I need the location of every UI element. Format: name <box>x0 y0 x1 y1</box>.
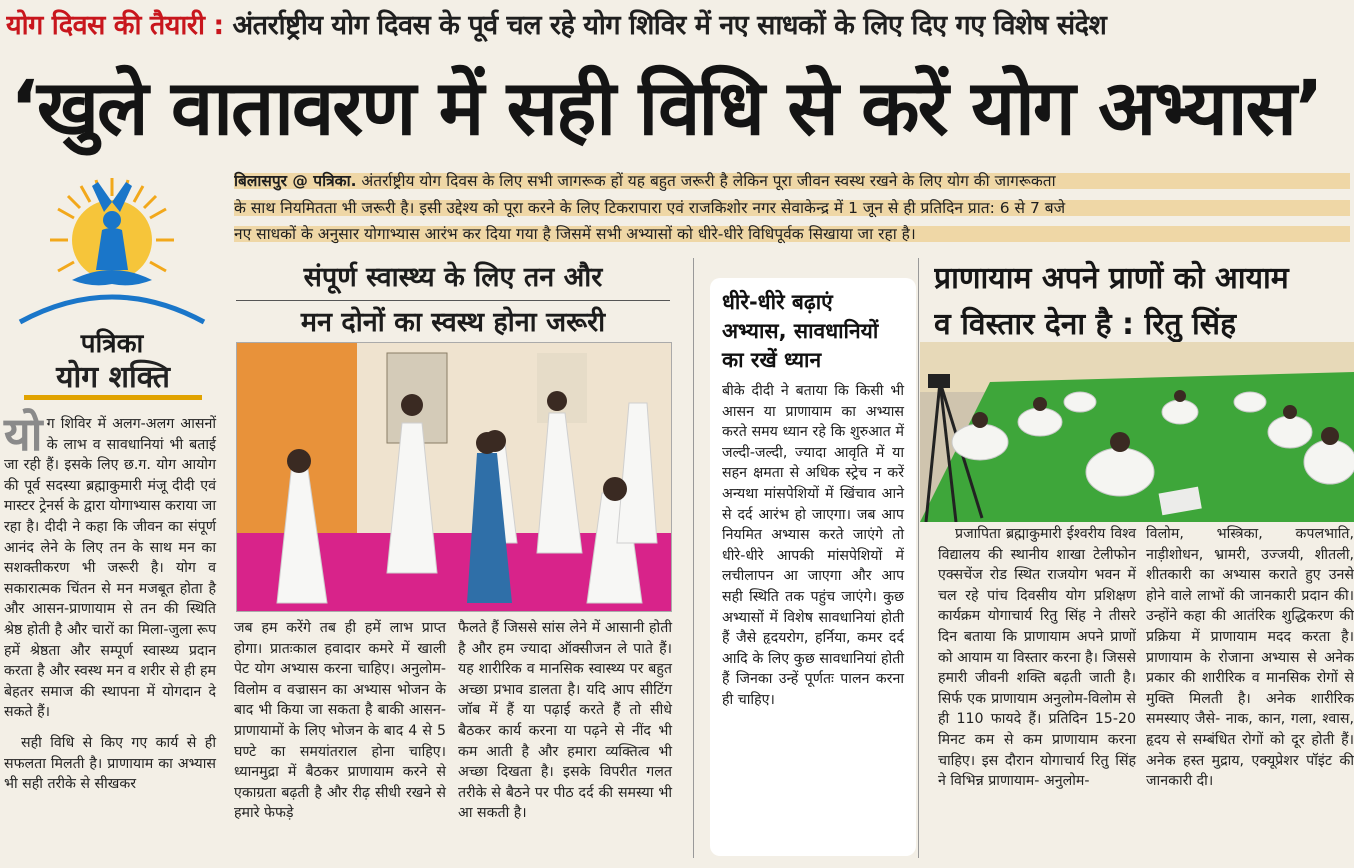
kicker-text: अंतर्राष्ट्रीय योग दिवस के पूर्व चल रहे योग शिविर में नए साधकों के लिए दिए गए विशेष संदेश <box>223 10 1107 41</box>
subheadline-line-1: संपूर्ण स्वास्थ्य के लिए तन और <box>236 256 670 301</box>
logo-title: योग शक्ति <box>24 358 202 400</box>
right-headline <box>934 256 1354 348</box>
column-1-paragraph-1: ग शिविर में अलग-अलग आसनों के लाभ व सावधानियां भी बताई जा रही हैं। इसके लिए छ.ग. योग आयोग की पूर्व सदस्या ब्रह्माकुमारी मंजू दीदी एवं मास्टर ट्रेनर्स के द्वारा योगाभ्यास कराया जा रहा है। दीदी ने कहा कि जीवन का संपूर्ण आनंद लेने के लिए तन के साथ मन का सशक्तीकरण भी जरूरी है। योग व सकारात्मक चिंतन से मन मजबूत होता है और आसन-प्राणायाम से तन की स्थिति श्रेष्ठ होती है और चारों का मिला-जुला रूप हमें श्रेष्ठता और सम्पूर्ण स्वास्थ्य प्रदान करता है और स्वस्थ मन व शरीर से ही हम बेहतर समाज की स्थापना में योगदान दे सकते हैं। <box>4 416 216 721</box>
column-4-paragraph: प्रजापिता ब्रह्माकुमारी ईश्वरीय विश्व विद्यालय की स्थानीय शाखा टेलीफोन एक्सचेंज रोड स्थित राजयोग भवन में चल रहे पांच दिवसीय योग प्रशिक्षण कार्यक्रम योगाचार्य रितु सिंह ने तीसरे दिन बताया कि प्राणायाम अपने प्राणों को आयाम या विस्तार करना है। जिससे हमारी जीवनी शक्ति बढ़ती जाती है। सिर्फ एक प्राणायाम अनुलोम-विलोम से ही 110 फायदे हैं। प्रतिदिन 15-20 मिनट कम से कम प्राणायाम करना चाहिए। इस दौरान योगाचार्य रितु सिंह ने विभिन्न प्राणायाम- अनुलोम- <box>938 526 1136 790</box>
subheadline <box>236 256 670 346</box>
column-5: विलोम, भस्त्रिका, कपलभाति, नाड़ीशोधन, भ्रामरी, उज्जयी, शीतली, शीतकारी का अभ्यास कराते हुए उनसे होने वाले लाभों की जानकारी प्रदान की। उन्होंने कहा की आतंरिक शुद्धिकरण की प्रक्रिया में प्राणायाम मदद करता है। प्राणायाम के रोजाना अभ्यास से अनेक प्रकार की शारीरिक व मानसिक रोगों से मुक्ति मिलती है। अनेक शारीरिक समस्याए जैसे- नाक, कान, गला, श्वास, हृदय से सम्बंधित रोगों को दूर होती हैं। अनेक हस्त मुद्राय, एक्यूप्रेशर पॉइंट की जानकारी दी। <box>1146 526 1354 790</box>
intro-line-2: के साथ नियमितता भी जरूरी है। इसी उद्देश्य को पूरा करने के लिए टिकरापारा एवं राजकिशोर नगर सेवाकेन्द्र में 1 जून से ही प्रतिदिन प्रात: 6 से 7 बजे <box>234 195 1350 222</box>
yoga-shakti-logo <box>12 172 212 404</box>
logo-swoosh <box>20 297 204 322</box>
intro-paragraph <box>234 168 1350 248</box>
column-2: जब हम करेंगे तब ही हमें लाभ प्राप्त होगा। प्रातःकाल हवादार कमरे में खाली पेट योग अभ्यास करना चाहिए। अनुलोम- विलोम व वज्रासन का अभ्यास भोजन के बाद भी किया जा सकता है बाकी आसन-प्राणायामों के लिए भोजन के बाद 4 से 5 घण्टे का समयांतराल होना चाहिए। ध्यानमुद्रा में बैठकर प्राणायाम करने से एकाग्रता बढ़ती है और रीढ़ सीधी रखने से हमारे फेफड़े <box>234 620 446 822</box>
column-divider <box>693 258 694 858</box>
column-4 <box>938 524 1136 792</box>
column-divider <box>918 258 919 858</box>
headline: ‘खुले वातावरण में सही विधि से करें योग अभ्यास’ <box>10 63 1322 152</box>
sidebar-box <box>710 278 916 856</box>
logo-brand: पत्रिका <box>80 329 144 359</box>
right-headline-line-1: प्राणायाम अपने प्राणों को आयाम <box>934 261 1289 296</box>
intro-line-3: नए साधकों के अनुसार योगाभ्यास आरंभ कर दिया गया है जिसमें सभी अभ्यासों को धीरे-धीरे विधिपूर्वक सिखाया जा रहा है। <box>234 221 1350 248</box>
kicker-label: योग दिवस की तैयारी : <box>6 10 224 41</box>
kicker-line <box>6 4 1348 48</box>
sidebar-heading: धीरे-धीरे बढ़ाएं अभ्यास, सावधानियों का रखें ध्यान <box>722 290 879 372</box>
intro-line-1-text: अंतर्राष्ट्रीय योग दिवस के लिए सभी जागरूक हों यह बहुत जरूरी है लेकिन पूरा जीवन स्वस्थ रखने के लिए योग की जागरूकता <box>356 172 1056 190</box>
column-1 <box>4 407 216 795</box>
column-3: फैलते हैं जिससे सांस लेने में आसानी होती है और हम ज्यादा ऑक्सीजन ले पाते हैं। यह शारीरिक व मानसिक स्वास्थ्य पर बहुत अच्छा प्रभाव डालता है। यदि आप सीटिंग जॉब में हैं या पढ़ाई करते हैं तो सीधे बैठकर कार्य करना या पढ़ने से नींद भी कम आती है और हमारा व्यक्तित्व भी अच्छा दिखता है। इसके विपरीत गलत तरीके से बैठने पर पीठ दर्द की समस्या भी आ सकती है। <box>458 620 672 822</box>
drop-cap: यो <box>4 407 43 461</box>
intro-line-1 <box>234 168 1350 195</box>
photo-pranayama-class-green-mat <box>920 342 1354 522</box>
photo-yoga-class-pink-mat <box>236 342 672 612</box>
yoga-sun-icon <box>12 172 212 332</box>
right-headline-line-2: व विस्तार देना है : रितु सिंह <box>934 307 1237 342</box>
subheadline-line-2: मन दोनों का स्वस्थ होना जरूरी <box>236 301 670 346</box>
dateline: बिलासपुर @ पत्रिका. <box>234 172 357 190</box>
column-1-paragraph-2: सही विधि से किए गए कार्य से ही सफलता मिलती है। प्राणायाम का अभ्यास भी सही तरीके से सीखकर <box>4 734 216 793</box>
sidebar-text: बीके दीदी ने बताया कि किसी भी आसन या प्राणायाम का अभ्यास करते समय ध्यान रहे कि शुरुआत में जल्दी-जल्दी, ज्यादा आवृति में या सहन क्षमता से अधिक स्ट्रेच न करें अन्यथा मांसपेशियों में खिंचाव आने से दर्द आरंभ हो जाएगा। जब आप नियमित अभ्यास करते जाएंगे तो धीरे-धीरे आपकी मांसपेशियों में लचीलापन आ जाएगा और आप सही स्थिति तक पहुंच जाएंगे। कुछ अभ्यासों में विशेष सावधानियां होती हैं जैसे हृदयरोग, हर्निया, कमर दर्द आदि के लिए कुछ सावधानियां होती हैं जिनका उन्हें पूर्णतः पालन करना ही चाहिए। <box>722 383 904 708</box>
